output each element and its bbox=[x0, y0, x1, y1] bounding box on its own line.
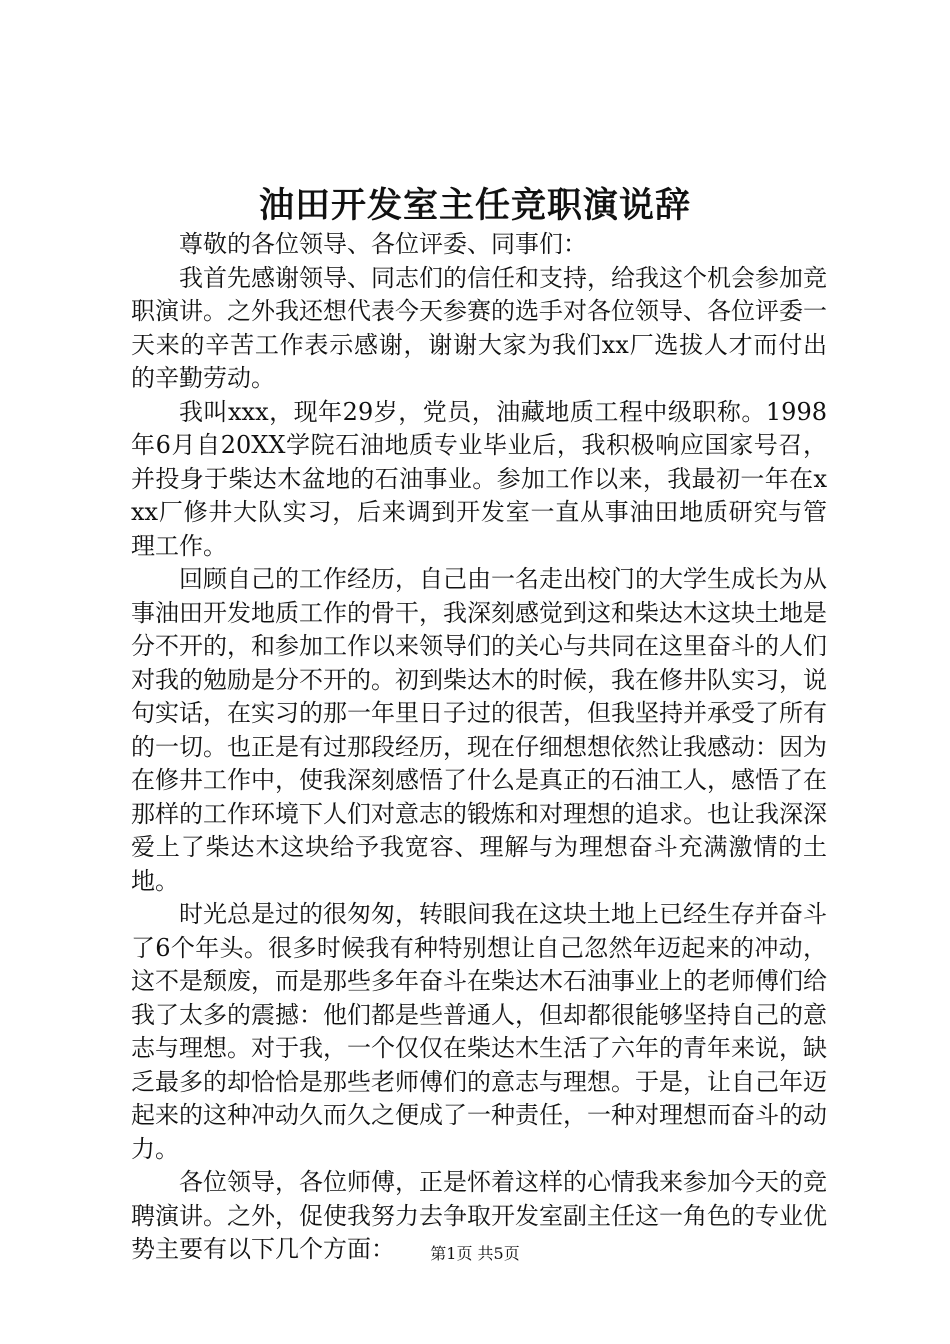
paragraph-salutation: 尊敬的各位领导、各位评委、同事们： bbox=[179, 230, 587, 258]
document-body bbox=[131, 228, 827, 1267]
paragraph-reflection: 时光总是过的很匆匆，转眼间我在这块土地上已经生存并奋斗了6个年头。很多时候我有种特别想让自己忽然年迈起来的冲动，这不是颓废，而是那些多年奋斗在柴达木石油事业上的老师傅们给我了太多的震撼：他们都是些普通人，但却都很能够坚持自己的意志与理想。对于我，一个仅仅在柴达木生活了六年的青年来说，缺乏最多的却恰恰是那些老师傅们的意志与理想。于是，让自己年迈起来的这种冲动久而久之便成了一种责任，一种对理想而奋斗的动力。 bbox=[131, 900, 827, 1163]
paragraph-experience: 回顾自己的工作经历，自己由一名走出校门的大学生成长为从事油田开发地质工作的骨干，我深刻感觉到这和柴达木这块土地是分不开的，和参加工作以来领导们的关心与共同在这里奋斗的人们对我的勉励是分不开的。初到柴达木的时候，我在修井队实习，说句实话，在实习的那一年里日子过的很苦，但我坚持并承受了所有的一切。也正是有过那段经历，现在仔细想想依然让我感动：因为在修井工作中，使我深刻感悟了什么是真正的石油工人，感悟了在那样的工作环境下人们对意志的锻炼和对理想的追求。也让我深深爱上了柴达木这块给予我宽容、理解与为理想奋斗充满激情的土地。 bbox=[131, 565, 827, 895]
paragraph-motivation: 各位领导，各位师傅，正是怀着这样的心情我来参加今天的竞聘演讲。之外，促使我努力去争取开发室副主任这一角色的专业优势主要有以下几个方面： bbox=[131, 1168, 827, 1263]
page-number-footer: 第1页 共5页 bbox=[430, 1244, 520, 1263]
document-title: 油田开发室主任竞职演说辞 bbox=[258, 185, 691, 226]
paragraph-thanks: 我首先感谢领导、同志们的信任和支持，给我这个机会参加竞职演讲。之外我还想代表今天参赛的选手对各位领导、各位评委一天来的辛苦工作表示感谢，谢谢大家为我们xx厂选拔人才而付出的辛勤劳动。 bbox=[131, 263, 827, 392]
paragraph-introduction: 我叫xxx，现年29岁，党员，油藏地质工程中级职称。1998年6月自20XX学院石油地质专业毕业后，我积极响应国家号召，并投身于柴达木盆地的石油事业。参加工作以来，我最初一年在xxx厂修井大队实习，后来调到开发室一直从事油田地质研究与管理工作。 bbox=[131, 397, 827, 560]
